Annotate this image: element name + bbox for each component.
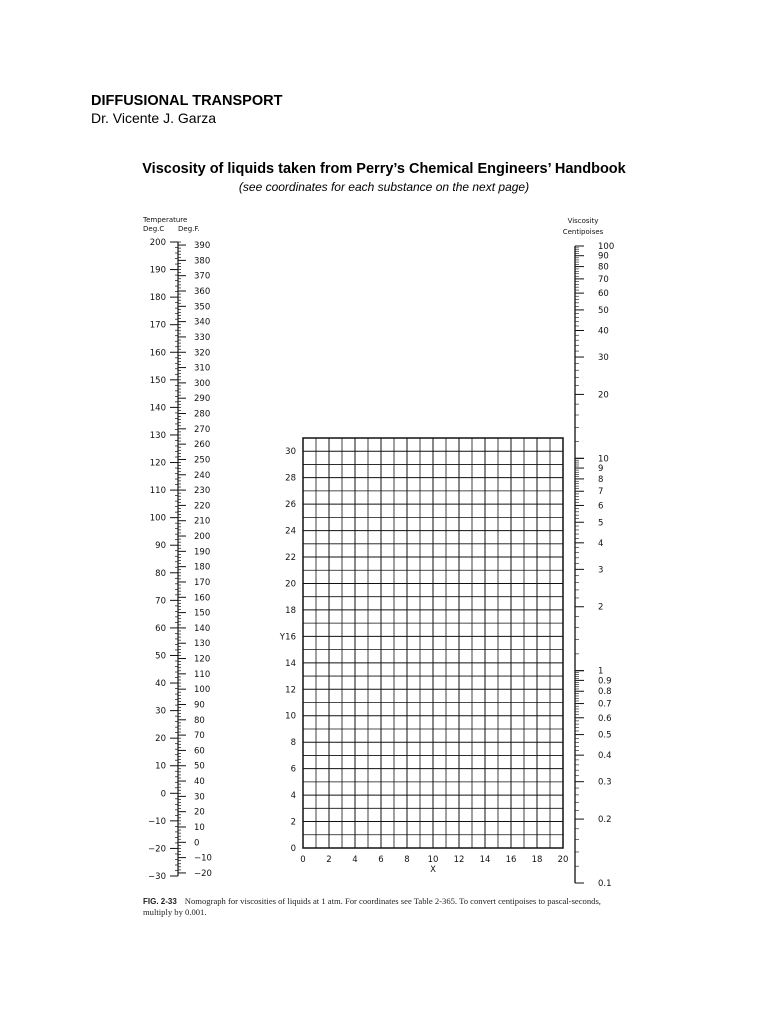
fahrenheit-tick-label: 340 (194, 317, 211, 328)
viscosity-tick-label: 80 (598, 262, 609, 273)
viscosity-tick-label: 5 (598, 518, 604, 529)
fahrenheit-tick-label: 130 (194, 639, 211, 650)
fahrenheit-tick-label: 70 (194, 731, 205, 742)
celsius-tick-label: 150 (149, 375, 166, 386)
celsius-tick-label: 110 (149, 486, 166, 497)
fahrenheit-tick-label: 210 (194, 516, 211, 527)
viscosity-tick-label: 50 (598, 305, 609, 316)
y-tick-label: 18 (285, 605, 296, 616)
celsius-tick-label: 170 (149, 320, 166, 331)
fahrenheit-tick-label: 220 (194, 501, 211, 512)
y-tick-label: 26 (285, 500, 296, 511)
viscosity-tick-label: 9 (598, 464, 604, 475)
fahrenheit-tick-label: 270 (194, 424, 211, 435)
x-tick-label: 10 (427, 855, 439, 865)
fahrenheit-tick-label: 10 (194, 822, 205, 833)
y-tick-label: 14 (285, 658, 296, 669)
celsius-tick-label: 60 (155, 623, 166, 634)
figure-caption (143, 896, 623, 917)
fahrenheit-tick-label: 240 (194, 470, 211, 481)
viscosity-tick-label: 0.2 (598, 815, 612, 826)
fahrenheit-tick-label: 100 (194, 685, 211, 696)
viscosity-tick-label: 8 (598, 474, 604, 485)
fahrenheit-tick-label: 20 (194, 807, 205, 818)
y-tick-label: 12 (285, 685, 296, 696)
fahrenheit-tick-label: 360 (194, 287, 211, 298)
celsius-header: Deg.C (143, 225, 165, 233)
viscosity-tick-label: 1 (598, 666, 604, 677)
celsius-tick-label: 100 (149, 513, 166, 524)
viscosity-tick-label: 3 (598, 565, 604, 576)
viscosity-tick-label: 0.7 (598, 699, 612, 710)
celsius-tick-label: −10 (148, 816, 166, 827)
viscosity-tick-label: 60 (598, 289, 609, 300)
celsius-tick-label: 200 (149, 238, 166, 248)
fahrenheit-tick-label: 150 (194, 608, 211, 619)
y-tick-label: 28 (285, 473, 296, 484)
celsius-tick-label: 40 (155, 679, 166, 690)
celsius-tick-label: 190 (149, 265, 166, 276)
y-tick-label: 10 (285, 711, 296, 722)
y-tick-label: 2 (290, 817, 296, 828)
y-axis-label: Y (279, 632, 285, 643)
viscosity-tick-label: 7 (598, 487, 604, 498)
viscosity-header: Viscosity (567, 217, 599, 225)
celsius-tick-label: 140 (149, 403, 166, 414)
x-tick-label: 8 (404, 855, 410, 865)
fahrenheit-tick-label: 120 (194, 654, 211, 665)
viscosity-tick-label: 100 (598, 242, 615, 252)
viscosity-tick-label: 4 (598, 538, 604, 549)
celsius-tick-label: 180 (149, 293, 166, 304)
y-tick-label: 4 (290, 791, 296, 802)
viscosity-tick-label: 70 (598, 274, 609, 285)
viscosity-tick-label: 10 (598, 454, 609, 465)
viscosity-tick-label: 90 (598, 251, 609, 262)
y-tick-label: 16 (285, 632, 296, 643)
celsius-tick-label: 80 (155, 568, 166, 579)
viscosity-tick-label: 0.3 (598, 777, 612, 788)
x-tick-label: 4 (352, 855, 358, 865)
viscosity-tick-label: 20 (598, 390, 609, 401)
fahrenheit-tick-label: −20 (194, 868, 212, 879)
celsius-tick-label: 130 (149, 430, 166, 441)
fahrenheit-tick-label: −10 (194, 853, 212, 864)
fahrenheit-tick-label: 160 (194, 593, 211, 604)
fahrenheit-tick-label: 30 (194, 792, 205, 803)
y-tick-label: 0 (290, 844, 296, 854)
fahrenheit-tick-label: 260 (194, 440, 211, 451)
fahrenheit-header: Deg.F. (178, 225, 200, 233)
viscosity-tick-label: 40 (598, 326, 609, 337)
fahrenheit-tick-label: 320 (194, 348, 211, 359)
fahrenheit-tick-label: 390 (194, 241, 211, 252)
fahrenheit-tick-label: 50 (194, 761, 205, 772)
fahrenheit-tick-label: 250 (194, 455, 211, 466)
celsius-tick-label: −20 (148, 844, 166, 855)
viscosity-tick-label: 0.1 (598, 879, 612, 889)
fahrenheit-tick-label: 110 (194, 669, 211, 680)
x-tick-label: 6 (378, 855, 384, 865)
viscosity-tick-label: 0.8 (598, 687, 612, 698)
y-tick-label: 6 (290, 764, 296, 775)
fahrenheit-tick-label: 180 (194, 562, 211, 573)
x-tick-label: 14 (479, 855, 491, 865)
celsius-tick-label: 160 (149, 348, 166, 359)
x-tick-label: 18 (531, 855, 543, 865)
fahrenheit-tick-label: 170 (194, 577, 211, 588)
figure-title: Viscosity of liquids taken from Perry’s Chemical Engineers’ Handbook (142, 161, 626, 177)
fahrenheit-tick-label: 60 (194, 746, 205, 757)
fahrenheit-tick-label: 200 (194, 532, 211, 543)
fahrenheit-tick-label: 350 (194, 302, 211, 313)
y-tick-label: 8 (290, 738, 296, 749)
celsius-tick-label: 10 (155, 761, 166, 772)
celsius-tick-label: 90 (155, 541, 166, 552)
viscosity-tick-label: 30 (598, 353, 609, 364)
fahrenheit-tick-label: 230 (194, 486, 211, 497)
fahrenheit-tick-label: 290 (194, 394, 211, 405)
x-tick-label: 2 (326, 855, 332, 865)
fahrenheit-tick-label: 300 (194, 378, 211, 389)
fahrenheit-tick-label: 140 (194, 623, 211, 634)
y-tick-label: 22 (285, 553, 296, 564)
fahrenheit-tick-label: 370 (194, 271, 211, 282)
x-tick-label: 0 (300, 855, 306, 865)
fahrenheit-tick-label: 80 (194, 715, 205, 726)
y-tick-label: 24 (285, 526, 296, 537)
document-author: Dr. Vicente J. Garza (91, 110, 217, 126)
celsius-tick-label: 70 (155, 596, 166, 607)
x-tick-label: 12 (453, 855, 465, 865)
fahrenheit-tick-label: 0 (194, 838, 200, 849)
centipoises-header: Centipoises (562, 228, 604, 236)
celsius-tick-label: 30 (155, 706, 166, 717)
celsius-tick-label: 120 (149, 458, 166, 469)
temperature-header: Temperature (143, 216, 188, 224)
caption-text: Nomograph for viscosities of liquids at 1 atm. For coordinates see Table 2-365. To convert centipoises to pascal-seconds, multiply by 0.001. (143, 896, 601, 917)
caption-label: FIG. 2-33 (143, 897, 177, 906)
celsius-tick-label: 0 (160, 789, 166, 800)
fahrenheit-tick-label: 310 (194, 363, 211, 374)
x-tick-label: 16 (505, 855, 517, 865)
fahrenheit-tick-label: 190 (194, 547, 211, 558)
y-tick-label: 20 (285, 579, 296, 590)
fahrenheit-tick-label: 280 (194, 409, 211, 420)
viscosity-tick-label: 0.4 (598, 751, 612, 762)
fahrenheit-tick-label: 330 (194, 332, 211, 343)
fahrenheit-tick-label: 40 (194, 777, 205, 788)
x-tick-label: 20 (557, 855, 569, 865)
viscosity-tick-label: 0.5 (598, 730, 612, 741)
celsius-tick-label: −30 (148, 872, 166, 882)
viscosity-tick-label: 2 (598, 602, 604, 613)
celsius-tick-label: 20 (155, 734, 166, 745)
fahrenheit-tick-label: 380 (194, 256, 211, 267)
viscosity-tick-label: 0.6 (598, 713, 612, 724)
document-title: DIFFUSIONAL TRANSPORT (91, 93, 283, 109)
celsius-tick-label: 50 (155, 651, 166, 662)
fahrenheit-tick-label: 90 (194, 700, 205, 711)
viscosity-tick-label: 6 (598, 501, 604, 512)
y-tick-label: 30 (285, 447, 296, 458)
x-axis-label: X (430, 865, 436, 875)
viscosity-tick-label: 0.9 (598, 676, 612, 687)
figure-subtitle: (see coordinates for each substance on the next page) (238, 180, 530, 194)
